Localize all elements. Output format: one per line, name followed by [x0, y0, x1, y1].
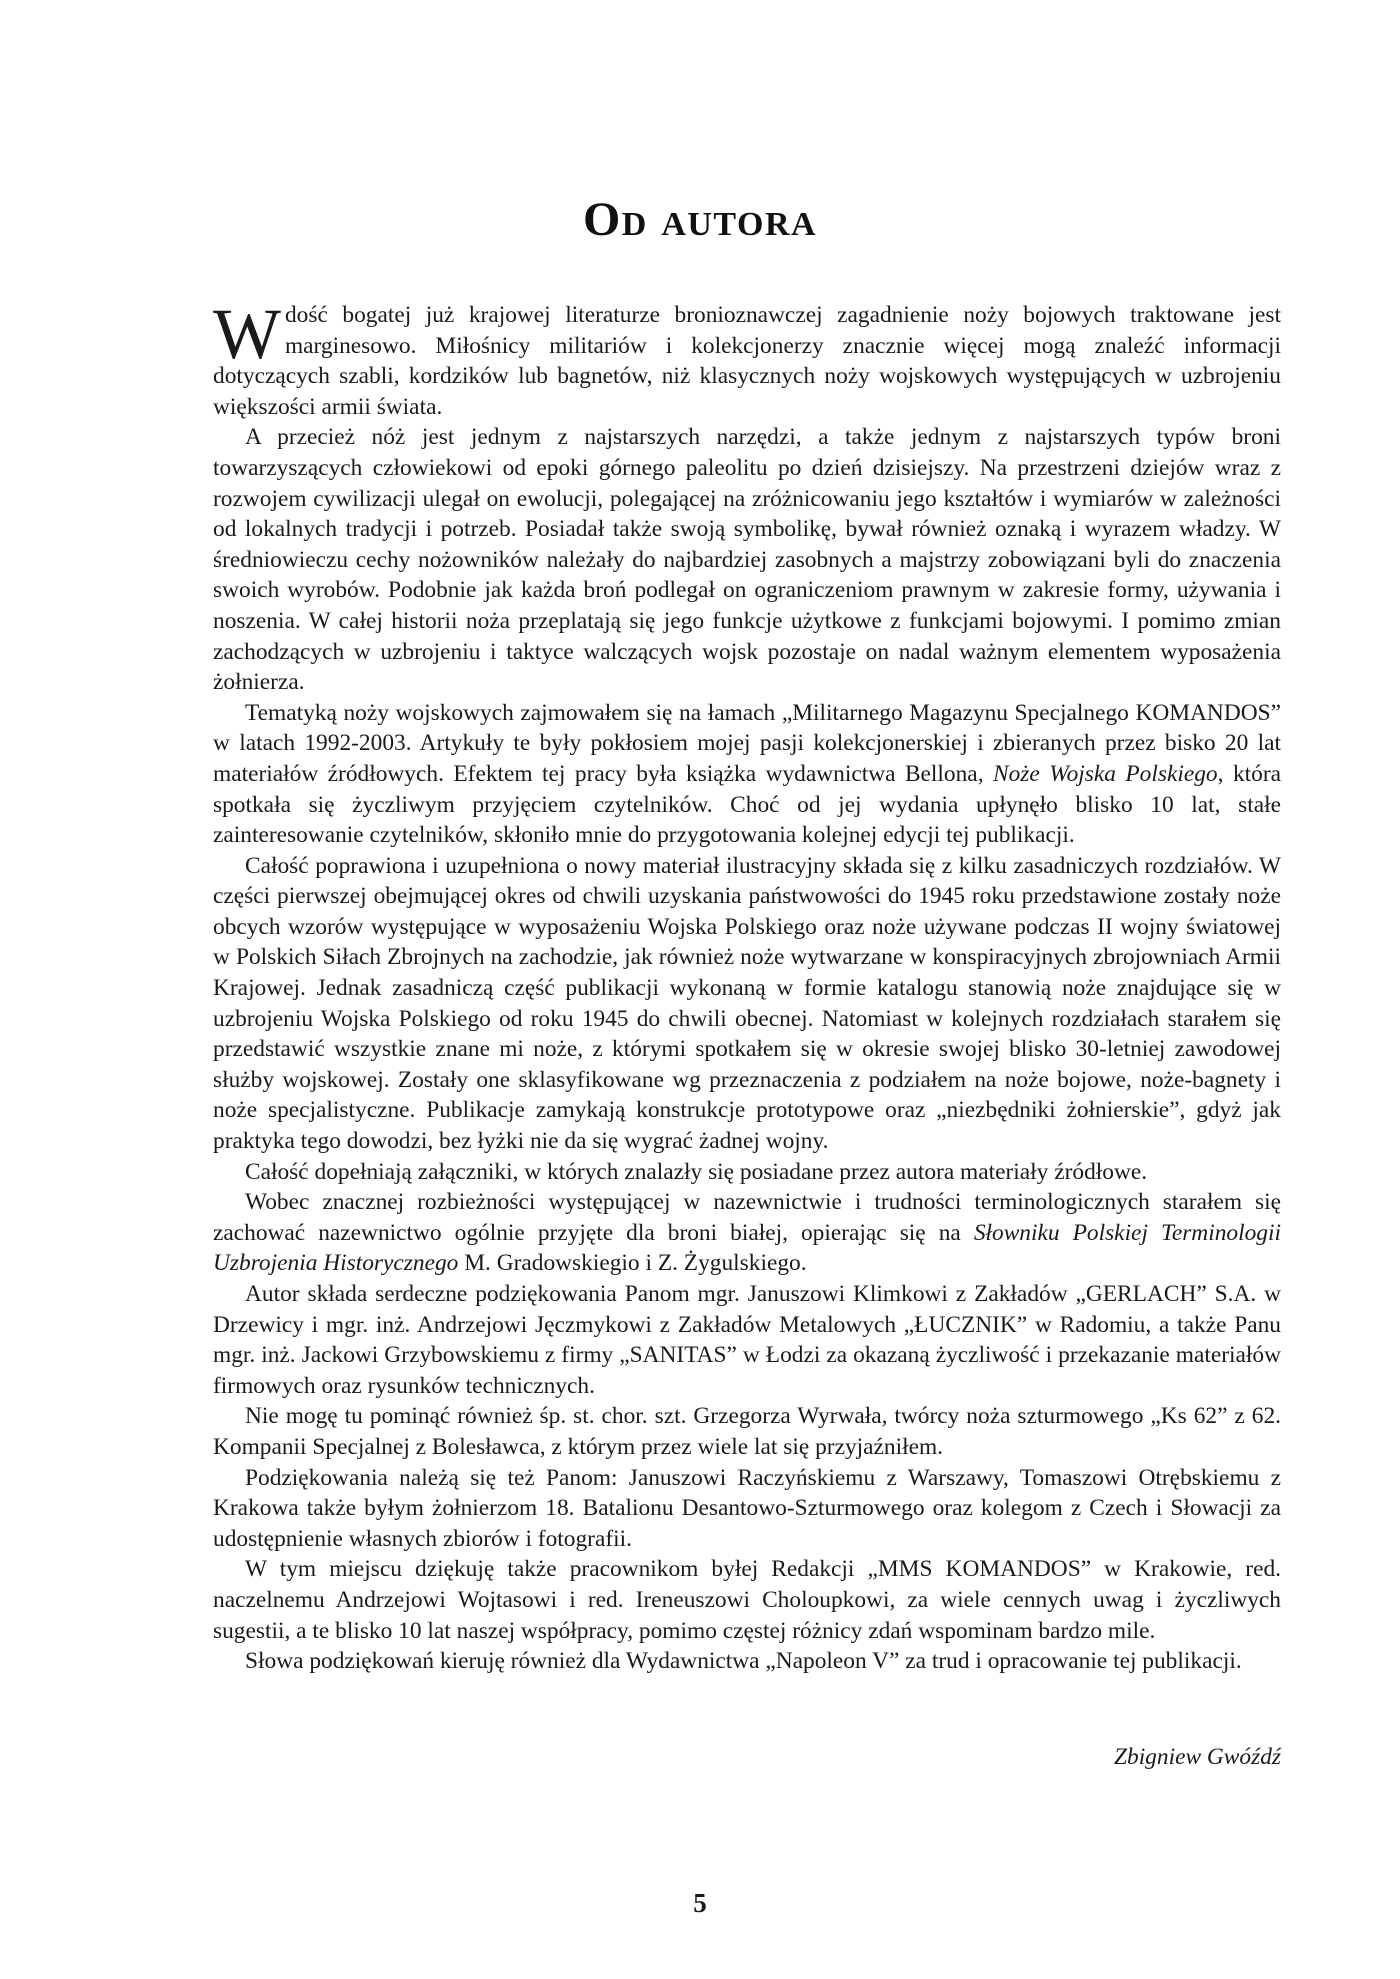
- paragraph: [213, 1401, 1281, 1462]
- paragraph: [213, 1157, 1281, 1188]
- drop-cap: W: [213, 294, 281, 374]
- paragraph: [213, 1279, 1281, 1401]
- paragraph: [213, 1463, 1281, 1555]
- paragraph-text: , która spotkała się życzliwym przyjęciem czytelników. Choć od jej wydania upłynęło blisko 10 lat, stałe zainteresowanie czytelników, skłoniło mnie do przygotowania kolejnej edycji tej publikacji.: [213, 760, 1281, 849]
- paragraph: [213, 422, 1281, 697]
- body-text: [213, 294, 1281, 1677]
- paragraph-text: Wobec znacznej rozbieżności występującej w nazewnictwie i trudności terminologicznych starałem się zachować nazewnictwo ogólnie przyjęte dla broni białej, opierając się na: [213, 1189, 1281, 1246]
- italic-title-text: Noże Wojska Polskiego: [993, 760, 1218, 787]
- paragraph: [213, 698, 1281, 851]
- paragraph-text: dość bogatej już krajowej literaturze bronioznawczej zagadnienie noży bojowych traktowane jest marginesowo. Miłośnicy militariów i kolekcjonerzy znacznie więcej mogą znaleźć informacji dotyczących szabli, kordzików lub bagnetów, niż klasycznych noży wojskowych występujących w uzbrojeniu większości armii świata.: [213, 302, 1281, 420]
- paragraph-text: W tym miejscu dziękuję także pracownikom byłej Redakcji „MMS KOMANDOS” w Krakowie, red. naczelnemu Andrzejowi Wojtasowi i red. Ireneuszowi Choloupkowi, za wiele cennych uwag i życzliwych sugestii, a te blisko 10 lat naszej współpracy, pomimo częstej różnicy zdań wspominam bardzo mile.: [213, 1556, 1281, 1644]
- paragraph-text: Podziękowania należą się też Panom: Januszowi Raczyńskiemu z Warszawy, Tomaszowi Otrębskiemu z Krakowa także byłym żołnierzom 18. Batalionu Desantowo-Szturmowego oraz kolegom z Czech i Słowacji za udostępnienie własnych zbiorów i fotografii.: [213, 1464, 1281, 1552]
- paragraph-text: M. Gradowskiegio i Z. Żygulskiego.: [458, 1250, 807, 1277]
- paragraph: [213, 1187, 1281, 1279]
- paragraph-text: Nie mogę tu pominąć również śp. st. chor. szt. Grzegorza Wyrwała, twórcy noża szturmowego „Ks 62” z 62. Kompanii Specjalnej z Bolesławca, z którym przez wiele lat się przyjaźniłem.: [213, 1403, 1281, 1460]
- paragraph-text: Całość poprawiona i uzupełniona o nowy materiał ilustracyjny składa się z kilku zasadniczych rozdziałów. W części pierwszej obejmującej okres od chwili uzyskania państwowości do 1945 roku przedstawione zostały noże obcych wzorów występujące w wyposażeniu Wojska Polskiego oraz noże używane podczas II wojny światowej w Polskich Siłach Zbrojnych na zachodzie, jak również noże wytwarzane w konspiracyjnych zbrojowniach Armii Krajowej. Jednak zasadniczą część publikacji wykonaną w formie katalogu stanowią noże znajdujące się w uzbrojeniu Wojska Polskiego od roku 1945 do chwili obecnej. Natomiast w kolejnych rozdziałach starałem się przedstawić wszystkie znane mi noże, z którymi spotkałem się w okresie swojej blisko 30-letniej zawodowej służby wojskowej. Zostały one sklasyfikowane wg przeznaczenia z podziałem na noże bojowe, noże-bagnety i noże specjalistyczne. Publikacje zamykają konstrukcje prototypowe oraz „niezbędniki żołnierskie”, gdyż jak praktyka tego dowodzi, bez łyżki nie da się wygrać żadnej wojny.: [213, 852, 1281, 1155]
- paragraph-text: Słowa podziękowań kieruję również dla Wydawnictwa „Napoleon V” za trud i opracowanie tej publikacji.: [245, 1648, 1242, 1675]
- paragraph: [213, 1554, 1281, 1646]
- paragraph-text: Tematyką noży wojskowych zajmowałem się na łamach „Militarnego Magazynu Specjalnego KOMANDOS” w latach 1992-2003. Artykuły te były pokłosiem mojej pasji kolekcjonerskiej i zbieranych przez bisko 20 lat materiałów źródłowych. Efektem tej pracy była książka wydawnictwa Bellona,: [213, 699, 1281, 787]
- page-number: 5: [693, 1888, 707, 1918]
- italic-title-text: Słowniku Polskiej Terminologii Uzbrojenia Historycznego: [213, 1219, 1281, 1277]
- paragraph-text: Autor składa serdeczne podziękowania Panom mgr. Januszowi Klimkowi z Zakładów „GERLACH” S.A. w Drzewicy i mgr. inż. Andrzejowi Jęczmykowi z Zakładów Metalowych „ŁUCZNIK” w Radomiu, a także Panu mgr. inż. Jackowi Grzybowskiemu z firmy „SANITAS” w Łodzi za okazaną życzliwość i przekazanie materiałów firmowych oraz rysunków technicznych.: [213, 1281, 1281, 1399]
- author-signature: Zbigniew Gwóźdź: [1113, 1744, 1281, 1770]
- page-title: Od autora: [582, 193, 818, 246]
- paragraph-text: A przecież nóż jest jednym z najstarszych narzędzi, a także jednym z najstarszych typów broni towarzyszących człowiekowi od epoki górnego paleolitu po dzień dzisiejszy. Na przestrzeni dziejów wraz z rozwojem cywilizacji ulegał on ewolucji, polegającej na zróżnicowaniu jego kształtów i wymiarów w zależności od lokalnych tradycji i potrzeb. Posiadał także swoją symbolikę, bywał również oznaką i wyrazem władzy. W średniowieczu cechy nożowników należały do najbardziej zasobnych a majstrzy zobowiązani byli do znaczenia swoich wyrobów. Podobnie jak każda broń podlegał on ograniczeniom prawnym w zakresie formy, używania i noszenia. W całej historii noża przeplatają się jego funkcje użytkowe z funkcjami bojowymi. I pomimo zmian zachodzących w uzbrojeniu i taktyce walczących wojsk pozostaje on nadal ważnym elementem wyposażenia żołnierza.: [213, 424, 1281, 696]
- paragraph: [213, 1646, 1281, 1677]
- paragraph: [213, 294, 1281, 422]
- paragraph: [213, 851, 1281, 1157]
- paragraph-text: Całość dopełniają załączniki, w których znalazły się posiadane przez autora materiały źródłowe.: [245, 1158, 1148, 1185]
